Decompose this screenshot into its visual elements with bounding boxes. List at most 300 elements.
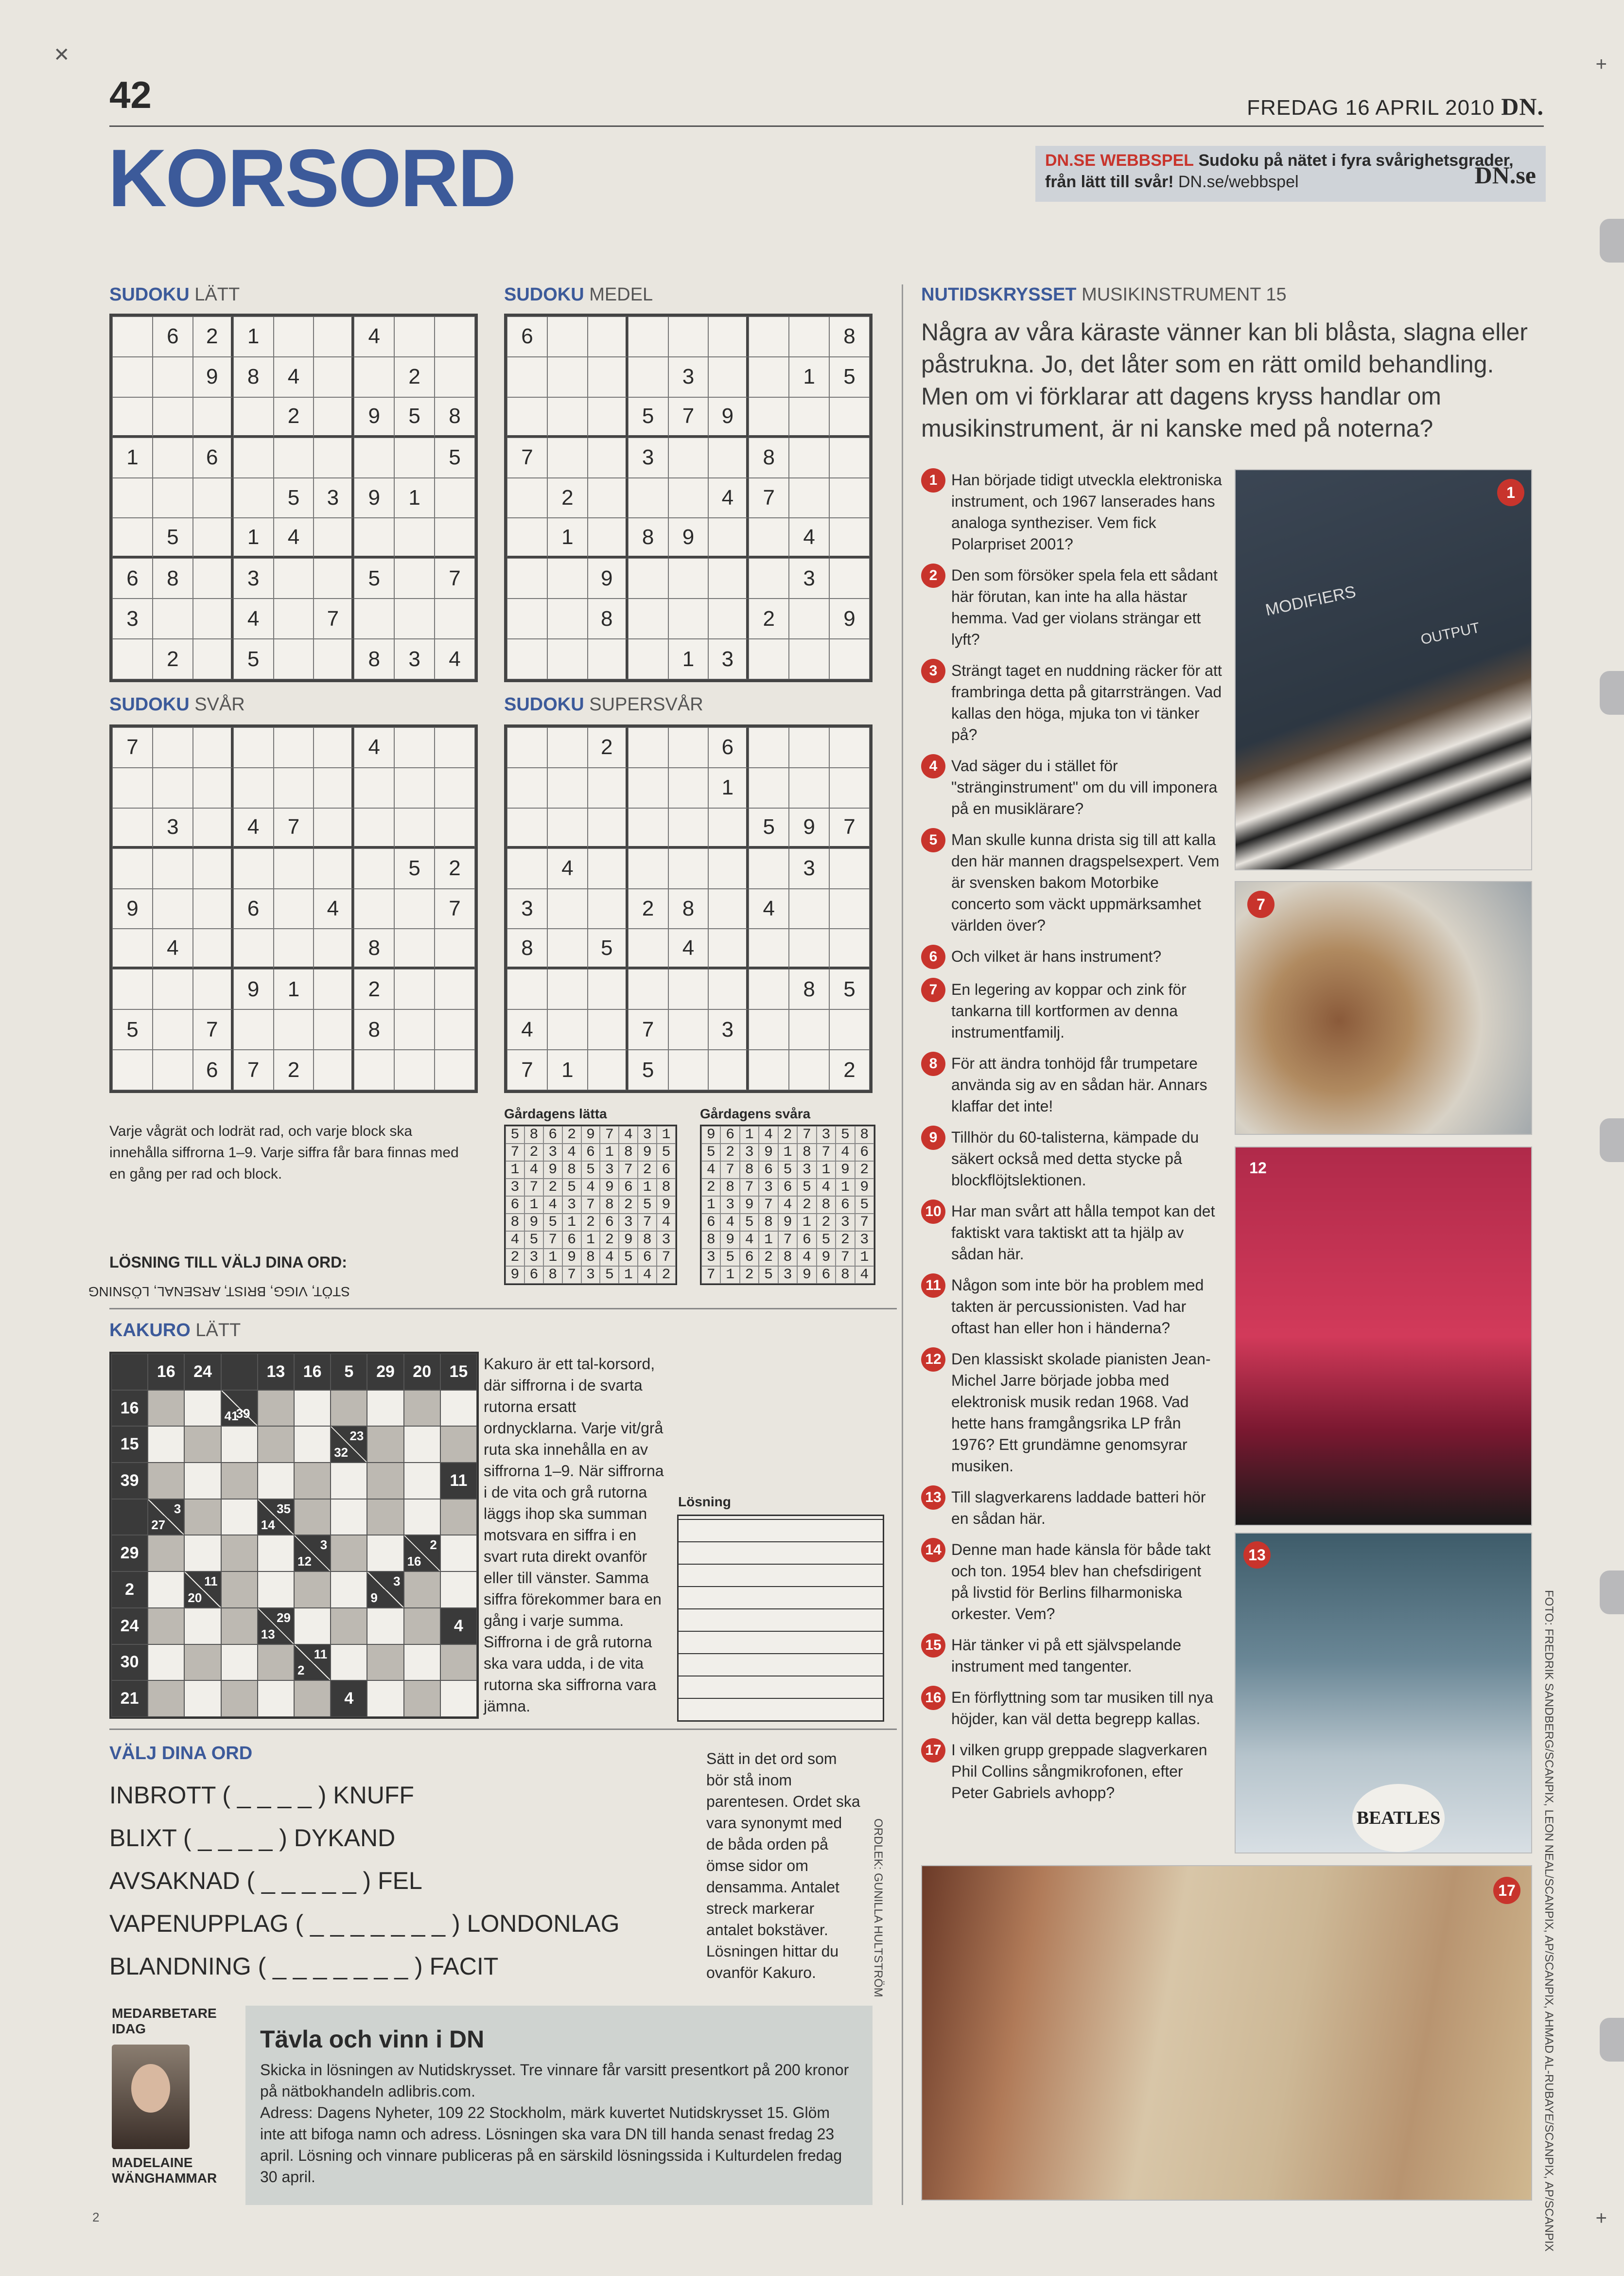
sudoku-cell[interactable] [314,438,354,478]
sudoku-cell[interactable] [193,639,233,679]
sudoku-cell[interactable]: 2 [354,969,394,1009]
sudoku-cell[interactable] [394,317,435,357]
sudoku-cell[interactable]: 5 [112,1009,153,1050]
kakuro-odd-cell[interactable] [367,1463,403,1499]
kakuro-even-cell[interactable] [148,1644,184,1681]
kakuro-odd-cell[interactable] [148,1390,184,1427]
sudoku-cell[interactable]: 8 [507,929,547,969]
kakuro-odd-cell[interactable] [294,1463,331,1499]
sudoku-cell[interactable] [354,357,394,397]
sudoku-cell[interactable] [435,1050,475,1090]
kakuro-even-cell[interactable] [148,1571,184,1608]
sudoku-cell[interactable] [193,599,233,639]
sudoku-cell[interactable]: 4 [274,518,314,558]
sudoku-cell[interactable] [749,969,789,1009]
kakuro-odd-cell[interactable] [331,1390,367,1427]
sudoku-cell[interactable] [507,639,547,679]
sudoku-cell[interactable]: 5 [829,969,870,1009]
sudoku-cell[interactable] [829,438,870,478]
sudoku-cell[interactable] [314,929,354,969]
sudoku-cell[interactable]: 4 [668,929,709,969]
sudoku-cell[interactable]: 4 [233,808,274,848]
sudoku-cell[interactable] [668,478,709,518]
kakuro-odd-cell[interactable] [294,1680,331,1717]
sudoku-cell[interactable] [749,848,789,889]
sudoku-cell[interactable] [435,478,475,518]
kakuro-odd-cell[interactable] [148,1608,184,1644]
sudoku-cell[interactable]: 1 [547,518,588,558]
sudoku-cell[interactable] [314,639,354,679]
sudoku-cell[interactable]: 7 [112,727,153,768]
sudoku-cell[interactable]: 1 [394,478,435,518]
sudoku-cell[interactable]: 5 [628,397,668,438]
sudoku-cell[interactable] [829,558,870,599]
sudoku-cell[interactable] [628,929,668,969]
kakuro-even-cell[interactable] [367,1390,403,1427]
kakuro-odd-cell[interactable] [294,1499,331,1535]
sudoku-cell[interactable]: 8 [588,599,628,639]
sudoku-cell[interactable]: 6 [708,727,749,768]
sudoku-cell[interactable]: 6 [507,317,547,357]
sudoku-cell[interactable] [829,889,870,929]
kakuro-odd-cell[interactable] [221,1680,258,1717]
sudoku-cell[interactable] [274,768,314,808]
sudoku-cell[interactable]: 4 [233,599,274,639]
sudoku-cell[interactable]: 6 [153,317,193,357]
sudoku-cell[interactable] [435,357,475,397]
sudoku-cell[interactable]: 3 [628,438,668,478]
sudoku-cell[interactable]: 9 [708,397,749,438]
kakuro-odd-cell[interactable] [258,1644,294,1681]
sudoku-cell[interactable]: 7 [628,1009,668,1050]
sudoku-cell[interactable] [394,438,435,478]
kakuro-odd-cell[interactable] [184,1426,221,1463]
sudoku-cell[interactable]: 5 [628,1050,668,1090]
sudoku-cell[interactable] [314,768,354,808]
sudoku-cell[interactable]: 4 [789,518,829,558]
sudoku-cell[interactable]: 7 [435,889,475,929]
kakuro-even-cell[interactable] [258,1680,294,1717]
sudoku-cell[interactable] [193,889,233,929]
sudoku-cell[interactable] [233,727,274,768]
sudoku-cell[interactable] [507,558,547,599]
sudoku-cell[interactable] [153,599,193,639]
sudoku-cell[interactable] [668,768,709,808]
sudoku-cell[interactable] [668,599,709,639]
sudoku-cell[interactable] [588,1009,628,1050]
sudoku-cell[interactable] [153,1050,193,1090]
sudoku-cell[interactable] [749,727,789,768]
kakuro-even-cell[interactable] [184,1680,221,1717]
kakuro-odd-cell[interactable] [148,1463,184,1499]
kakuro-odd-cell[interactable] [367,1499,403,1535]
kakuro-odd-cell[interactable] [184,1644,221,1681]
sudoku-cell[interactable] [668,808,709,848]
sudoku-cell[interactable] [394,1009,435,1050]
sudoku-medel-grid[interactable] [504,314,873,682]
sudoku-cell[interactable]: 6 [193,438,233,478]
sudoku-cell[interactable] [435,969,475,1009]
sudoku-cell[interactable] [314,848,354,889]
kakuro-even-cell[interactable] [294,1426,331,1463]
sudoku-cell[interactable]: 8 [354,639,394,679]
kakuro-even-cell[interactable] [148,1426,184,1463]
kakuro-even-cell[interactable] [331,1499,367,1535]
sudoku-cell[interactable] [749,639,789,679]
sudoku-cell[interactable]: 5 [153,518,193,558]
kakuro-even-cell[interactable] [221,1426,258,1463]
sudoku-cell[interactable] [708,558,749,599]
kakuro-even-cell[interactable] [404,1644,440,1681]
sudoku-cell[interactable] [829,518,870,558]
sudoku-cell[interactable] [274,317,314,357]
sudoku-cell[interactable] [829,727,870,768]
sudoku-cell[interactable] [789,438,829,478]
sudoku-cell[interactable] [628,639,668,679]
sudoku-cell[interactable] [708,848,749,889]
sudoku-cell[interactable] [829,397,870,438]
sudoku-cell[interactable]: 5 [274,478,314,518]
sudoku-cell[interactable]: 6 [193,1050,233,1090]
sudoku-cell[interactable] [193,518,233,558]
sudoku-cell[interactable]: 4 [547,848,588,889]
kakuro-odd-cell[interactable] [440,1426,477,1463]
sudoku-cell[interactable] [354,1050,394,1090]
kakuro-odd-cell[interactable] [404,1390,440,1427]
sudoku-cell[interactable] [153,1009,193,1050]
sudoku-cell[interactable] [628,808,668,848]
sudoku-cell[interactable] [112,317,153,357]
sudoku-cell[interactable] [829,848,870,889]
sudoku-cell[interactable]: 3 [708,639,749,679]
sudoku-cell[interactable] [588,478,628,518]
sudoku-cell[interactable]: 6 [112,558,153,599]
sudoku-cell[interactable]: 2 [193,317,233,357]
sudoku-cell[interactable] [789,929,829,969]
sudoku-cell[interactable] [435,317,475,357]
sudoku-cell[interactable] [314,1009,354,1050]
sudoku-cell[interactable] [314,357,354,397]
kakuro-even-cell[interactable] [404,1426,440,1463]
sudoku-cell[interactable] [628,848,668,889]
sudoku-cell[interactable] [394,969,435,1009]
sudoku-cell[interactable] [354,599,394,639]
sudoku-cell[interactable] [193,478,233,518]
sudoku-cell[interactable] [354,848,394,889]
sudoku-cell[interactable]: 5 [394,848,435,889]
sudoku-cell[interactable]: 7 [507,1050,547,1090]
sudoku-cell[interactable] [749,317,789,357]
sudoku-cell[interactable] [314,969,354,1009]
sudoku-cell[interactable] [789,639,829,679]
kakuro-odd-cell[interactable] [367,1644,403,1681]
sudoku-cell[interactable] [153,768,193,808]
sudoku-cell[interactable] [354,518,394,558]
sudoku-cell[interactable] [547,558,588,599]
sudoku-cell[interactable] [668,1009,709,1050]
sudoku-cell[interactable]: 2 [829,1050,870,1090]
sudoku-cell[interactable] [394,599,435,639]
sudoku-cell[interactable] [789,889,829,929]
kakuro-even-cell[interactable] [221,1499,258,1535]
sudoku-cell[interactable] [628,768,668,808]
sudoku-cell[interactable] [749,397,789,438]
sudoku-cell[interactable] [314,397,354,438]
sudoku-cell[interactable]: 5 [588,929,628,969]
kakuro-even-cell[interactable] [440,1571,477,1608]
kakuro-odd-cell[interactable] [331,1608,367,1644]
kakuro-even-cell[interactable] [331,1571,367,1608]
kakuro-even-cell[interactable] [404,1463,440,1499]
sudoku-cell[interactable] [588,357,628,397]
kakuro-odd-cell[interactable] [404,1680,440,1717]
kakuro-even-cell[interactable] [184,1535,221,1571]
sudoku-cell[interactable] [507,969,547,1009]
sudoku-cell[interactable] [394,1050,435,1090]
webbspel-promo[interactable] [1035,146,1546,202]
sudoku-cell[interactable] [394,929,435,969]
sudoku-cell[interactable] [193,808,233,848]
sudoku-cell[interactable] [153,357,193,397]
sudoku-cell[interactable]: 7 [749,478,789,518]
sudoku-cell[interactable]: 2 [749,599,789,639]
sudoku-cell[interactable]: 7 [507,438,547,478]
kakuro-odd-cell[interactable] [367,1426,403,1463]
sudoku-cell[interactable] [233,929,274,969]
sudoku-cell[interactable] [314,1050,354,1090]
sudoku-cell[interactable] [789,599,829,639]
sudoku-cell[interactable]: 3 [233,558,274,599]
sudoku-cell[interactable] [153,397,193,438]
sudoku-cell[interactable] [435,929,475,969]
sudoku-cell[interactable]: 1 [233,317,274,357]
sudoku-cell[interactable]: 4 [749,889,789,929]
sudoku-cell[interactable] [153,848,193,889]
sudoku-cell[interactable] [233,478,274,518]
sudoku-cell[interactable] [507,357,547,397]
sudoku-cell[interactable] [547,1009,588,1050]
kakuro-odd-cell[interactable] [221,1463,258,1499]
sudoku-cell[interactable] [507,599,547,639]
sudoku-cell[interactable]: 4 [274,357,314,397]
sudoku-cell[interactable] [112,768,153,808]
sudoku-cell[interactable] [588,768,628,808]
kakuro-odd-cell[interactable] [440,1499,477,1535]
sudoku-cell[interactable]: 7 [668,397,709,438]
sudoku-cell[interactable] [628,969,668,1009]
sudoku-cell[interactable] [112,357,153,397]
sudoku-cell[interactable] [394,889,435,929]
sudoku-cell[interactable] [749,518,789,558]
sudoku-cell[interactable] [193,969,233,1009]
sudoku-svar-grid[interactable] [109,724,478,1093]
sudoku-cell[interactable] [507,727,547,768]
kakuro-odd-cell[interactable] [404,1571,440,1608]
sudoku-cell[interactable] [112,639,153,679]
sudoku-cell[interactable] [394,518,435,558]
sudoku-cell[interactable] [547,768,588,808]
sudoku-cell[interactable]: 3 [394,639,435,679]
kakuro-odd-cell[interactable] [404,1608,440,1644]
sudoku-cell[interactable] [668,438,709,478]
sudoku-cell[interactable]: 4 [153,929,193,969]
sudoku-cell[interactable]: 5 [233,639,274,679]
kakuro-even-cell[interactable] [294,1390,331,1427]
sudoku-cell[interactable] [708,599,749,639]
kakuro-even-cell[interactable] [331,1463,367,1499]
sudoku-cell[interactable]: 2 [274,1050,314,1090]
sudoku-cell[interactable] [708,889,749,929]
sudoku-cell[interactable] [668,558,709,599]
sudoku-cell[interactable]: 5 [354,558,394,599]
sudoku-cell[interactable] [628,478,668,518]
sudoku-cell[interactable] [507,768,547,808]
kakuro-even-cell[interactable] [440,1535,477,1571]
sudoku-cell[interactable] [708,1050,749,1090]
kakuro-odd-cell[interactable] [148,1535,184,1571]
kakuro-odd-cell[interactable] [148,1680,184,1717]
sudoku-cell[interactable] [274,727,314,768]
sudoku-cell[interactable]: 3 [789,558,829,599]
sudoku-cell[interactable] [112,1050,153,1090]
sudoku-cell[interactable]: 1 [233,518,274,558]
sudoku-cell[interactable] [233,438,274,478]
kakuro-odd-cell[interactable] [221,1571,258,1608]
sudoku-cell[interactable] [354,889,394,929]
sudoku-cell[interactable] [789,397,829,438]
sudoku-cell[interactable]: 9 [588,558,628,599]
sudoku-cell[interactable] [547,727,588,768]
sudoku-cell[interactable]: 3 [153,808,193,848]
sudoku-cell[interactable]: 3 [507,889,547,929]
sudoku-cell[interactable] [668,1050,709,1090]
sudoku-cell[interactable] [507,518,547,558]
sudoku-cell[interactable] [153,438,193,478]
kakuro-odd-cell[interactable] [184,1499,221,1535]
sudoku-cell[interactable] [708,969,749,1009]
sudoku-cell[interactable] [435,599,475,639]
sudoku-cell[interactable] [507,848,547,889]
sudoku-cell[interactable]: 2 [547,478,588,518]
kakuro-grid[interactable] [109,1352,479,1719]
sudoku-cell[interactable]: 9 [354,478,394,518]
kakuro-odd-cell[interactable] [258,1426,294,1463]
sudoku-cell[interactable] [668,317,709,357]
sudoku-cell[interactable] [274,848,314,889]
sudoku-cell[interactable]: 5 [394,397,435,438]
sudoku-cell[interactable] [314,558,354,599]
sudoku-cell[interactable]: 9 [789,808,829,848]
sudoku-cell[interactable] [274,889,314,929]
kakuro-even-cell[interactable] [184,1463,221,1499]
sudoku-cell[interactable]: 3 [668,357,709,397]
sudoku-cell[interactable] [274,639,314,679]
kakuro-even-cell[interactable] [367,1608,403,1644]
sudoku-cell[interactable] [789,1009,829,1050]
sudoku-cell[interactable]: 5 [749,808,789,848]
sudoku-cell[interactable] [507,397,547,438]
sudoku-cell[interactable] [394,558,435,599]
sudoku-cell[interactable]: 8 [628,518,668,558]
sudoku-cell[interactable] [354,438,394,478]
sudoku-cell[interactable] [588,518,628,558]
sudoku-cell[interactable] [193,848,233,889]
sudoku-cell[interactable] [628,357,668,397]
sudoku-cell[interactable]: 8 [233,357,274,397]
sudoku-cell[interactable] [193,727,233,768]
sudoku-cell[interactable] [193,558,233,599]
kakuro-even-cell[interactable] [404,1499,440,1535]
sudoku-cell[interactable] [394,808,435,848]
sudoku-cell[interactable] [708,808,749,848]
sudoku-cell[interactable]: 8 [435,397,475,438]
sudoku-cell[interactable] [829,478,870,518]
sudoku-cell[interactable] [233,1009,274,1050]
sudoku-cell[interactable]: 8 [153,558,193,599]
sudoku-cell[interactable] [354,808,394,848]
kakuro-even-cell[interactable] [367,1535,403,1571]
sudoku-cell[interactable] [588,808,628,848]
sudoku-cell[interactable]: 5 [829,357,870,397]
sudoku-cell[interactable] [547,929,588,969]
sudoku-cell[interactable] [274,438,314,478]
sudoku-cell[interactable] [547,808,588,848]
sudoku-cell[interactable] [274,929,314,969]
sudoku-cell[interactable]: 2 [628,889,668,929]
sudoku-cell[interactable] [153,478,193,518]
sudoku-cell[interactable] [749,357,789,397]
kakuro-even-cell[interactable] [440,1390,477,1427]
kakuro-even-cell[interactable] [184,1390,221,1427]
sudoku-cell[interactable] [588,397,628,438]
sudoku-cell[interactable]: 6 [233,889,274,929]
sudoku-cell[interactable] [547,357,588,397]
sudoku-cell[interactable] [588,639,628,679]
sudoku-cell[interactable] [547,397,588,438]
sudoku-cell[interactable] [547,438,588,478]
sudoku-cell[interactable]: 8 [668,889,709,929]
sudoku-cell[interactable]: 8 [749,438,789,478]
sudoku-cell[interactable] [112,397,153,438]
sudoku-cell[interactable] [789,768,829,808]
sudoku-cell[interactable] [668,969,709,1009]
promo-url[interactable]: DN.se/webbspel [1178,173,1299,191]
sudoku-cell[interactable]: 9 [354,397,394,438]
sudoku-latt-grid[interactable] [109,314,478,682]
sudoku-cell[interactable] [829,1009,870,1050]
sudoku-cell[interactable] [588,848,628,889]
sudoku-cell[interactable] [547,599,588,639]
sudoku-cell[interactable]: 3 [789,848,829,889]
sudoku-cell[interactable]: 5 [435,438,475,478]
sudoku-cell[interactable]: 2 [274,397,314,438]
sudoku-cell[interactable] [193,768,233,808]
sudoku-cell[interactable] [829,768,870,808]
kakuro-even-cell[interactable] [258,1535,294,1571]
sudoku-cell[interactable]: 1 [547,1050,588,1090]
sudoku-cell[interactable]: 1 [112,438,153,478]
kakuro-odd-cell[interactable] [331,1535,367,1571]
sudoku-cell[interactable] [153,727,193,768]
sudoku-cell[interactable] [829,639,870,679]
sudoku-cell[interactable] [112,518,153,558]
sudoku-cell[interactable] [354,768,394,808]
sudoku-cell[interactable]: 8 [354,929,394,969]
sudoku-cell[interactable] [507,808,547,848]
sudoku-cell[interactable] [708,929,749,969]
sudoku-cell[interactable] [588,317,628,357]
sudoku-cell[interactable] [314,727,354,768]
